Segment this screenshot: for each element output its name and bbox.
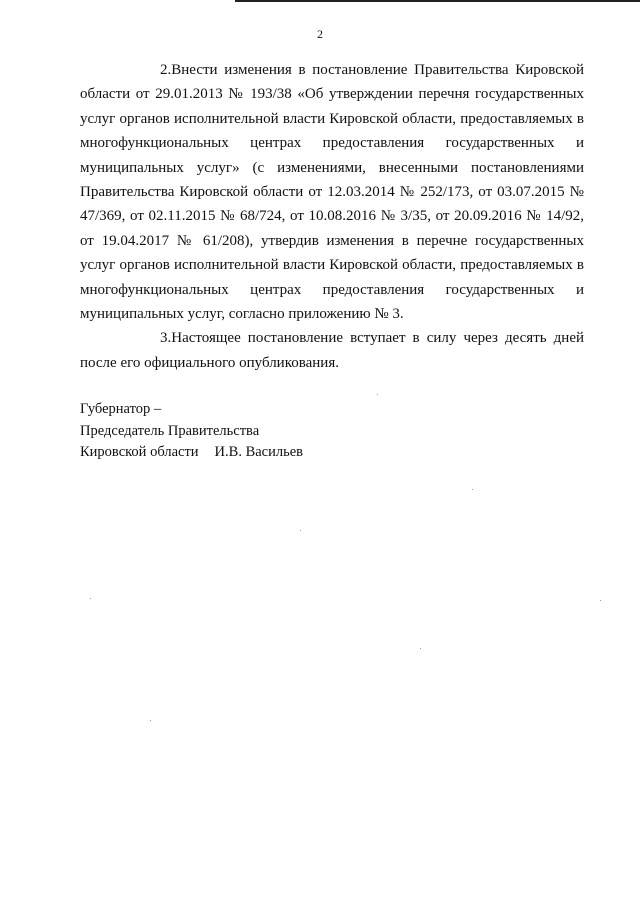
signatory-name: И.В. Васильев [214,444,303,460]
signature-block [80,399,480,464]
paragraph-3 [80,326,584,375]
scan-speck [150,720,151,721]
scan-speck [420,648,421,649]
scan-speck [472,489,473,490]
paragraph-number: 3. [160,330,172,347]
paragraph-number: 2. [160,62,172,78]
scan-speck [90,598,91,599]
document-body [80,58,584,375]
page-number: 2 [317,27,323,41]
signatory-position: Председатель Правительства [80,422,260,439]
paragraph-text: Настоящее постановление вступает в силу через десять дней после его официального опубликования. [80,330,584,371]
paragraph-2 [80,58,584,326]
scan-edge-line [235,0,640,2]
signatory-title: Губернатор – [80,401,162,417]
scan-speck [377,394,378,395]
scan-speck [600,600,601,601]
scan-speck [300,530,301,531]
paragraph-text: Внести изменения в постановление Правительства Кировской области от 29.01.2013 № 193/38 «Об утверждении перечня государственных услуг органов исполнительной власти Кировской области, предоставляемых в многофункциональных центрах предоставления государственных и муниципальных услуг» (с изменениями, внесенными постановлениями Правительства Кировской области от 12.03.2014 № 252/173, от 03.07.2015 № 47/369, от 02.11.2015 № 68/724, от 10.08.2016 № 3/35, от 20.09.2016 № 14/92, от 19.04.2017 № 61/208), утвердив изменения в перечне государственных услуг органов исполнительной власти Кировской области, предоставляемых в многофункциональных центрах предоставления государственных и муниципальных услуг, согласно приложению № 3. [80,62,584,323]
signatory-region-text: Кировской области [80,444,199,460]
signatory-region [80,442,480,464]
